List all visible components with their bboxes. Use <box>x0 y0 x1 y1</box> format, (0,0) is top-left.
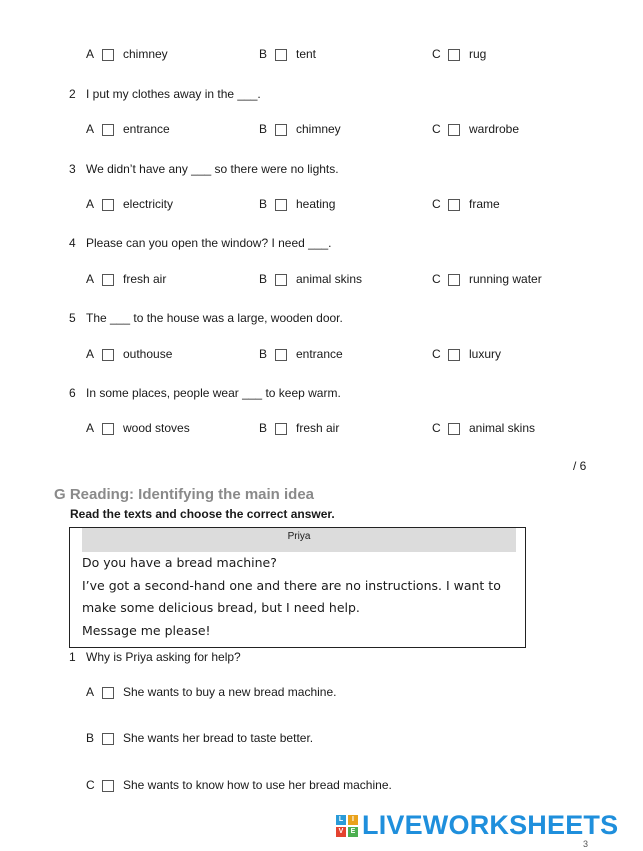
option-text: outhouse <box>123 346 173 361</box>
message-author: Priya <box>82 528 516 552</box>
option-text: running water <box>469 271 542 286</box>
logo-tile: I <box>348 815 358 825</box>
reading-option-a[interactable] <box>86 684 336 699</box>
question-number: 6 <box>69 386 76 400</box>
checkbox[interactable] <box>102 49 114 61</box>
checkbox[interactable] <box>102 124 114 136</box>
checkbox[interactable] <box>275 423 287 435</box>
checkbox[interactable] <box>448 423 460 435</box>
option-letter: C <box>432 271 441 286</box>
checkbox[interactable] <box>275 349 287 361</box>
checkbox[interactable] <box>448 274 460 286</box>
option-text: frame <box>469 196 500 211</box>
option-letter: A <box>86 196 95 211</box>
message-line: I’ve got a second-hand one and there are no instructions. I want to <box>82 577 501 593</box>
option-letter: C <box>86 777 95 792</box>
question-text: In some places, people wear ___ to keep warm. <box>86 386 341 400</box>
q2-option-c[interactable] <box>432 121 519 136</box>
question-text: Why is Priya asking for help? <box>86 650 241 664</box>
liveworksheets-logo[interactable] <box>336 810 618 841</box>
option-letter: B <box>259 346 268 361</box>
checkbox[interactable] <box>275 49 287 61</box>
option-letter: A <box>86 121 95 136</box>
question-number: 4 <box>69 236 76 250</box>
option-text: animal skins <box>469 420 536 435</box>
option-letter: A <box>86 684 95 699</box>
option-letter: B <box>259 271 268 286</box>
q2-option-b[interactable] <box>259 121 341 136</box>
option-text: She wants her bread to taste better. <box>123 730 314 745</box>
message-body <box>82 552 501 642</box>
option-letter: A <box>86 271 95 286</box>
q6-option-c[interactable] <box>432 420 535 435</box>
option-text: rug <box>469 46 487 61</box>
checkbox[interactable] <box>102 274 114 286</box>
question-number: 2 <box>69 87 76 101</box>
reading-option-b[interactable] <box>86 730 313 745</box>
option-text: luxury <box>469 346 502 361</box>
message-line: Message me please! <box>82 622 211 638</box>
q5-option-a[interactable] <box>86 346 172 361</box>
option-text: entrance <box>123 121 170 136</box>
q5-option-c[interactable] <box>432 346 501 361</box>
score-label: / 6 <box>573 459 587 473</box>
option-text: wood stoves <box>123 420 190 435</box>
option-text: electricity <box>123 196 174 211</box>
checkbox[interactable] <box>448 349 460 361</box>
message-line: make some delicious bread, but I need help. <box>82 600 360 615</box>
q1-option-a[interactable] <box>86 46 168 61</box>
checkbox[interactable] <box>448 49 460 61</box>
q6-option-a[interactable] <box>86 420 190 435</box>
option-letter: C <box>432 196 441 211</box>
checkbox[interactable] <box>102 349 114 361</box>
q4-option-a[interactable] <box>86 271 166 286</box>
option-letter: B <box>259 420 268 435</box>
q3-option-b[interactable] <box>259 196 335 211</box>
section-title: G Reading: Identifying the main idea <box>54 486 315 503</box>
question-number: 1 <box>69 650 76 664</box>
q4-option-c[interactable] <box>432 271 542 286</box>
question-text: We didn’t have any ___ so there were no lights. <box>86 162 339 176</box>
option-text: entrance <box>296 346 343 361</box>
option-text: animal skins <box>296 271 363 286</box>
option-letter: C <box>432 121 441 136</box>
logo-tile: L <box>336 815 346 825</box>
checkbox[interactable] <box>102 423 114 435</box>
q3-option-a[interactable] <box>86 196 173 211</box>
message-line: Do you have a bread machine? <box>82 555 277 570</box>
checkbox[interactable] <box>275 199 287 211</box>
option-text: chimney <box>296 121 341 136</box>
checkbox[interactable] <box>102 733 114 745</box>
q4-option-b[interactable] <box>259 271 362 286</box>
option-letter: B <box>259 121 268 136</box>
option-text: chimney <box>123 46 168 61</box>
question-text: The ___ to the house was a large, wooden door. <box>86 311 343 325</box>
checkbox[interactable] <box>275 274 287 286</box>
reading-option-c[interactable] <box>86 777 392 792</box>
option-letter: B <box>259 196 268 211</box>
instructions: Read the texts and choose the correct answer. <box>70 507 335 521</box>
question-number: 3 <box>69 162 76 176</box>
logo-icon <box>336 815 358 837</box>
checkbox[interactable] <box>448 124 460 136</box>
checkbox[interactable] <box>448 199 460 211</box>
option-letter: A <box>86 46 95 61</box>
question-text: I put my clothes away in the ___. <box>86 87 261 101</box>
option-letter: C <box>432 46 441 61</box>
option-text: fresh air <box>123 271 167 286</box>
option-letter: B <box>86 730 95 745</box>
checkbox[interactable] <box>102 780 114 792</box>
question-number: 5 <box>69 311 76 325</box>
page-number: 3 <box>583 839 589 849</box>
option-text: fresh air <box>296 420 340 435</box>
question-text: Please can you open the window? I need ___. <box>86 236 332 250</box>
checkbox[interactable] <box>102 687 114 699</box>
checkbox[interactable] <box>275 124 287 136</box>
q3-option-c[interactable] <box>432 196 500 211</box>
option-letter: C <box>432 420 441 435</box>
q1-option-c[interactable] <box>432 46 486 61</box>
option-text: She wants to buy a new bread machine. <box>123 684 337 699</box>
option-text: She wants to know how to use her bread machine. <box>123 777 392 792</box>
q1-option-b[interactable] <box>259 46 316 61</box>
option-text: wardrobe <box>469 121 520 136</box>
option-letter: A <box>86 420 95 435</box>
option-letter: B <box>259 46 268 61</box>
q5-option-b[interactable] <box>259 346 343 361</box>
logo-tile: V <box>336 827 346 837</box>
q6-option-b[interactable] <box>259 420 339 435</box>
logo-tile: E <box>348 827 358 837</box>
logo-text: LIVEWORKSHEETS <box>362 810 619 840</box>
option-text: heating <box>296 196 336 211</box>
q2-option-a[interactable] <box>86 121 170 136</box>
option-letter: C <box>432 346 441 361</box>
message-box <box>69 527 526 648</box>
checkbox[interactable] <box>102 199 114 211</box>
option-text: tent <box>296 46 317 61</box>
option-letter: A <box>86 346 95 361</box>
